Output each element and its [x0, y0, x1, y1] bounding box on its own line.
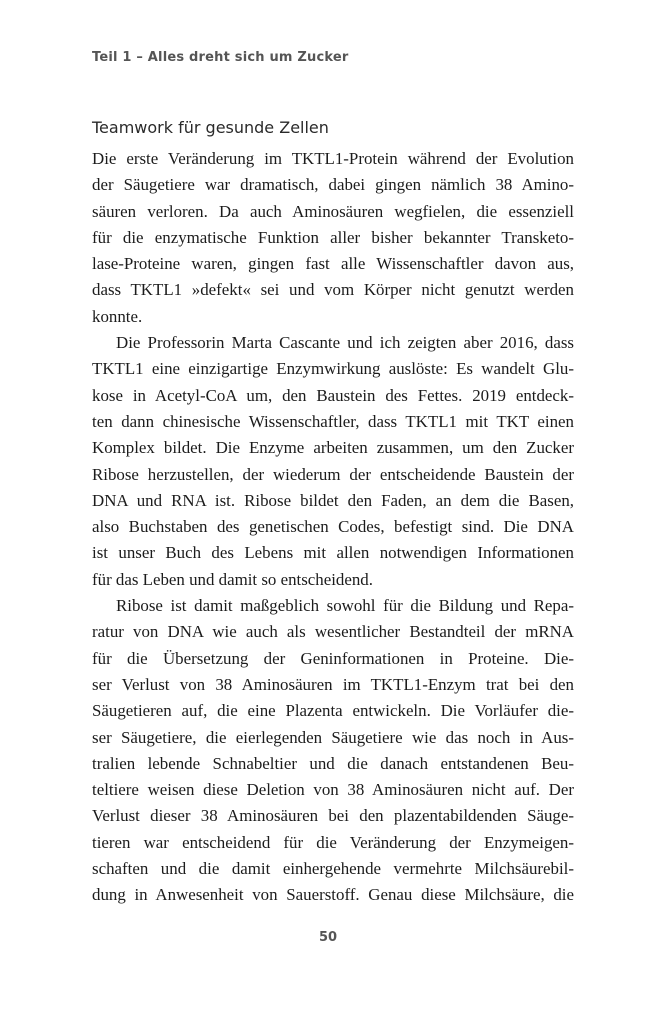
- text-line: für das Leben und damit so entscheidend.: [92, 569, 373, 589]
- text-line: ser Säugetiere, die eierlegenden Säugetiere wie das noch in Aus-: [92, 727, 574, 747]
- text-line: tieren war entscheidend für die Veränderung der Enzymeigen-: [92, 832, 574, 852]
- text-line: lase-Proteine waren, gingen fast alle Wissenschaftler davon aus,: [92, 254, 574, 274]
- text-line: ist unser Buch des Lebens mit allen notwendigen Informationen: [92, 543, 574, 563]
- text-line: der Säugetiere war dramatisch, dabei gingen nämlich 38 Amino-: [92, 175, 574, 195]
- section-heading: Teamwork für gesunde Zellen: [92, 118, 329, 137]
- text-line: Ribose ist damit maßgeblich sowohl für die Bildung und Repa-: [116, 596, 574, 616]
- running-head: Teil 1 – Alles dreht sich um Zucker: [92, 50, 349, 65]
- text-line: DNA und RNA ist. Ribose bildet den Faden, an dem die Basen,: [92, 490, 574, 510]
- text-line: also Buchstaben des genetischen Codes, befestigt sind. Die DNA: [92, 517, 574, 537]
- body-text: [92, 146, 574, 909]
- text-line: Die erste Veränderung im TKTL1-Protein während der Evolution: [92, 149, 574, 168]
- text-line: ten dann chinesische Wissenschaftler, dass TKTL1 mit TKT einen: [92, 411, 574, 431]
- page-number: 50: [318, 930, 338, 945]
- text-line: konnte.: [92, 306, 143, 326]
- text-line: dung in Anwesenheit von Sauerstoff. Genau diese Milchsäure, die: [92, 885, 574, 905]
- text-line: TKTL1 eine einzigartige Enzymwirkung auslöste: Es wandelt Glu-: [92, 359, 574, 379]
- text-line: ser Verlust von 38 Aminosäuren im TKTL1-Enzym trat bei den: [92, 674, 574, 694]
- text-line: für die enzymatische Funktion aller bisher bekannter Transketo-: [92, 227, 574, 247]
- text-line: Die Professorin Marta Cascante und ich zeigten aber 2016, dass: [116, 333, 574, 353]
- text-line: Säugetieren auf, die eine Plazenta entwickeln. Die Vorläufer die-: [92, 701, 574, 721]
- text-line: Ribose herzustellen, der wiederum der entscheidende Baustein der: [92, 464, 574, 484]
- text-line: schaften und die damit einhergehende vermehrte Milchsäurebil-: [92, 859, 574, 879]
- text-line: säuren verloren. Da auch Aminosäuren wegfielen, die essenziell: [92, 201, 574, 221]
- text-line: Komplex bildet. Die Enzyme arbeiten zusammen, um den Zucker: [92, 438, 574, 458]
- text-line: teltiere weisen diese Deletion von 38 Aminosäuren nicht auf. Der: [92, 780, 574, 800]
- text-line: dass TKTL1 »defekt« sei und vom Körper nicht genutzt werden: [92, 280, 574, 300]
- text-line: Verlust dieser 38 Aminosäuren bei den plazentabildenden Säuge-: [92, 806, 574, 826]
- text-line: für die Übersetzung der Geninformationen in Proteine. Die-: [92, 648, 574, 668]
- text-line: tralien lebende Schnabeltier und die danach entstandenen Beu-: [92, 753, 574, 773]
- text-line: ratur von DNA wie auch als wesentlicher Bestandteil der mRNA: [92, 622, 574, 642]
- text-line: kose in Acetyl-CoA um, den Baustein des Fettes. 2019 entdeck-: [92, 385, 574, 405]
